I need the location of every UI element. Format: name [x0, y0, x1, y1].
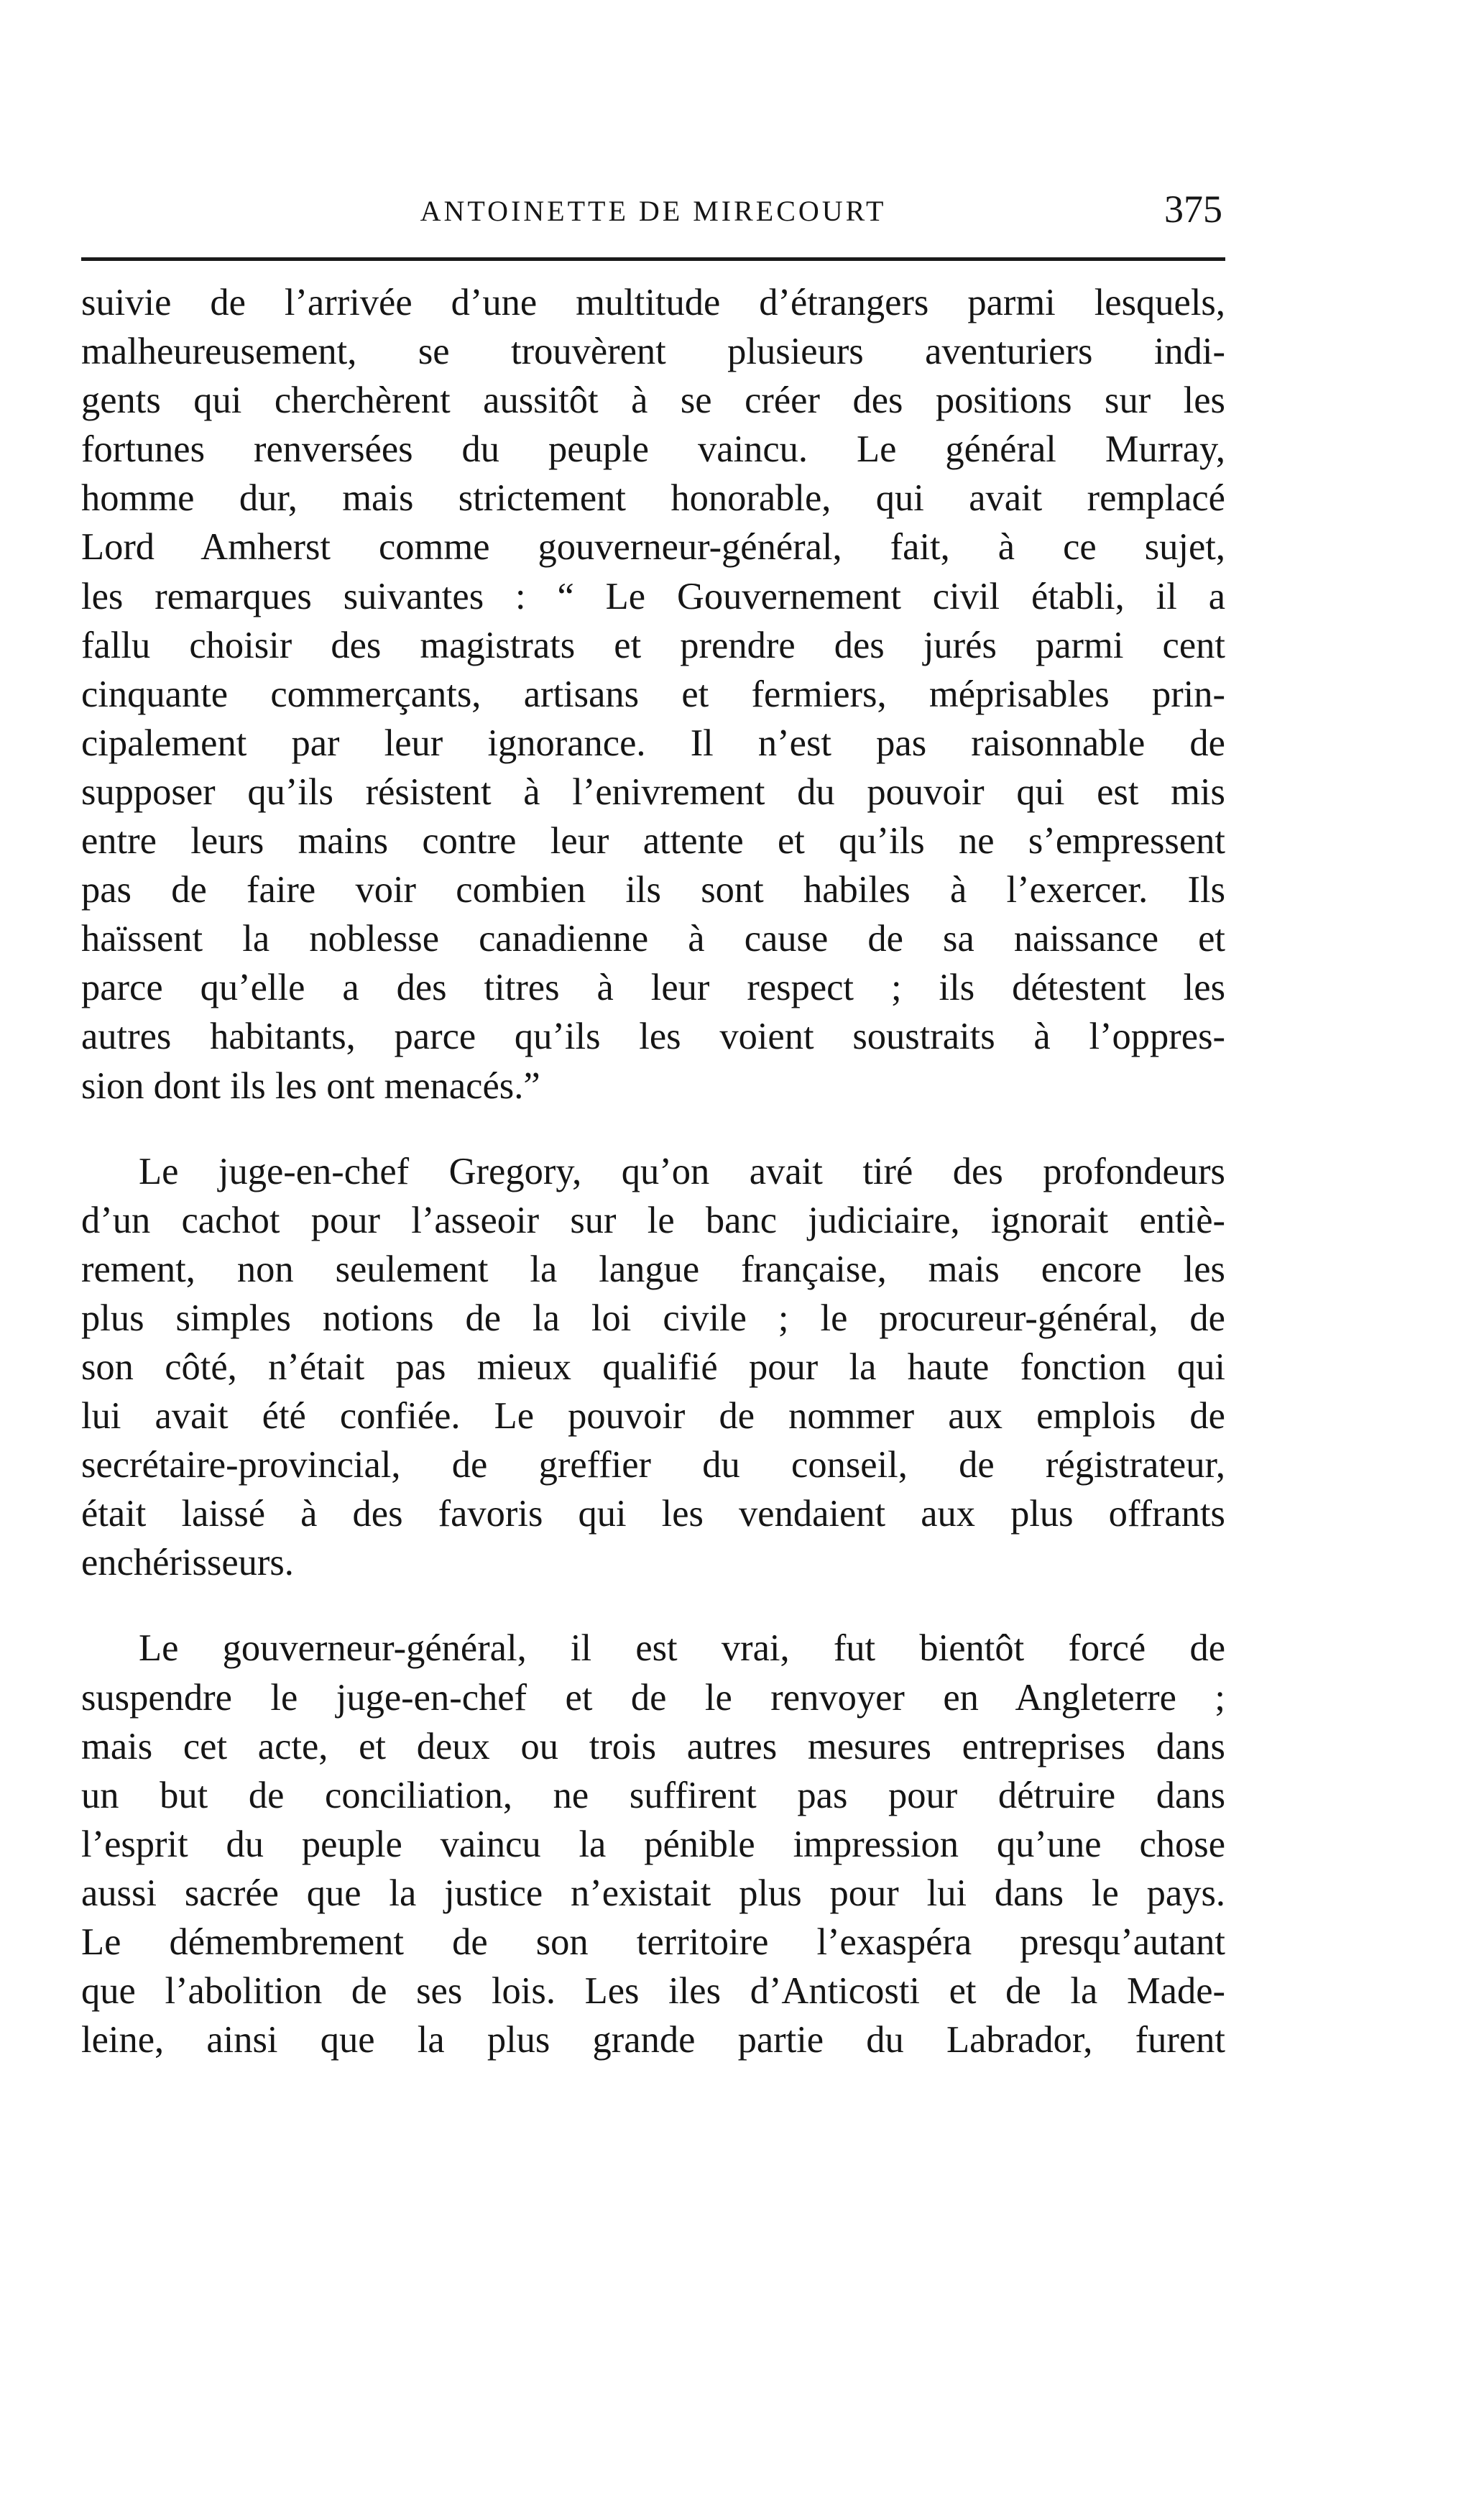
- text-line: homme dur, mais strictement honorable, qui avait remplacé: [81, 477, 1225, 520]
- text-line: autres habitants, parce qu’ils les voient soustraits à l’oppres-: [81, 1016, 1225, 1058]
- text-line: que l’abolition de ses lois. Les iles d’Anticosti et de la Made-: [81, 1970, 1225, 2013]
- text-line: Le démembrement de son territoire l’exaspéra presqu’autant: [81, 1921, 1225, 1963]
- book-page: [81, 185, 1225, 2064]
- text-line: secrétaire-provincial, de greffier du conseil, de régistrateur,: [81, 1444, 1225, 1486]
- running-header: [81, 185, 1225, 243]
- text-line: sion dont ils les ont menacés.”: [81, 1064, 540, 1107]
- text-line: était laissé à des favoris qui les vendaient aux plus offrants: [81, 1493, 1225, 1535]
- text-line: cinquante commerçants, artisans et fermiers, méprisables prin-: [81, 673, 1225, 715]
- text-line: lui avait été confiée. Le pouvoir de nommer aux emplois de: [81, 1395, 1225, 1438]
- text-line: suivie de l’arrivée d’une multitude d’étrangers parmi lesquels,: [81, 282, 1225, 323]
- text-line: l’esprit du peuple vaincu la pénible impression qu’une chose: [81, 1823, 1225, 1865]
- text-line: les remarques suivantes : “ Le Gouvernement civil établi, il a: [81, 575, 1225, 617]
- text-line: parce qu’elle a des titres à leur respect ; ils détestent les: [81, 967, 1225, 1009]
- text-line: suspendre le juge-en-chef et de le renvoyer en Angleterre ;: [81, 1676, 1225, 1719]
- text-line: Lord Amherst comme gouverneur-général, fait, à ce sujet,: [81, 526, 1225, 569]
- paragraph-3: [81, 1624, 1225, 2064]
- header-rule: [81, 257, 1225, 261]
- text-line: un but de conciliation, ne suffirent pas pour détruire dans: [81, 1774, 1225, 1816]
- text-line: Le gouverneur-général, il est vrai, fut bientôt forcé de: [139, 1627, 1225, 1670]
- text-line: supposer qu’ils résistent à l’enivrement du pouvoir qui est mis: [81, 771, 1225, 813]
- text-line: Le juge-en-chef Gregory, qu’on avait tiré des profondeurs: [139, 1150, 1225, 1192]
- text-line: leine, ainsi que la plus grande partie du Labrador, furent: [81, 2019, 1225, 2061]
- text-line: mais cet acte, et deux ou trois autres mesures entreprises dans: [81, 1725, 1225, 1767]
- text-line: plus simples notions de la loi civile ; le procureur-général, de: [81, 1297, 1225, 1339]
- text-line: malheureusement, se trouvèrent plusieurs aventuriers indi-: [81, 331, 1225, 373]
- paragraph-2: [81, 1147, 1225, 1588]
- page-number: 375: [1164, 188, 1222, 231]
- text-line: d’un cachot pour l’asseoir sur le banc judiciaire, ignorait entiè-: [81, 1199, 1225, 1241]
- text-line: fallu choisir des magistrats et prendre des jurés parmi cent: [81, 624, 1225, 666]
- text-line: gents qui cherchèrent aussitôt à se créer des positions sur les: [81, 380, 1225, 422]
- text-line: rement, non seulement la langue française, mais encore les: [81, 1248, 1225, 1290]
- text-line: aussi sacrée que la justice n’existait plus pour lui dans le pays.: [81, 1872, 1225, 1914]
- text-line: cipalement par leur ignorance. Il n’est pas raisonnable de: [81, 722, 1225, 764]
- text-line: fortunes renversées du peuple vaincu. Le général Murray,: [81, 428, 1225, 471]
- text-line: enchérisseurs.: [81, 1542, 294, 1584]
- text-line: haïssent la noblesse canadienne à cause de sa naissance et: [81, 918, 1225, 960]
- paragraph-1: [81, 278, 1225, 1110]
- text-line: son côté, n’était pas mieux qualifié pour la haute fonction qui: [81, 1346, 1225, 1388]
- text-line: pas de faire voir combien ils sont habiles à l’exercer. Ils: [81, 869, 1225, 911]
- running-title: ANTOINETTE DE MIRECOURT: [420, 195, 887, 227]
- text-line: entre leurs mains contre leur attente et qu’ils ne s’empressent: [81, 820, 1225, 863]
